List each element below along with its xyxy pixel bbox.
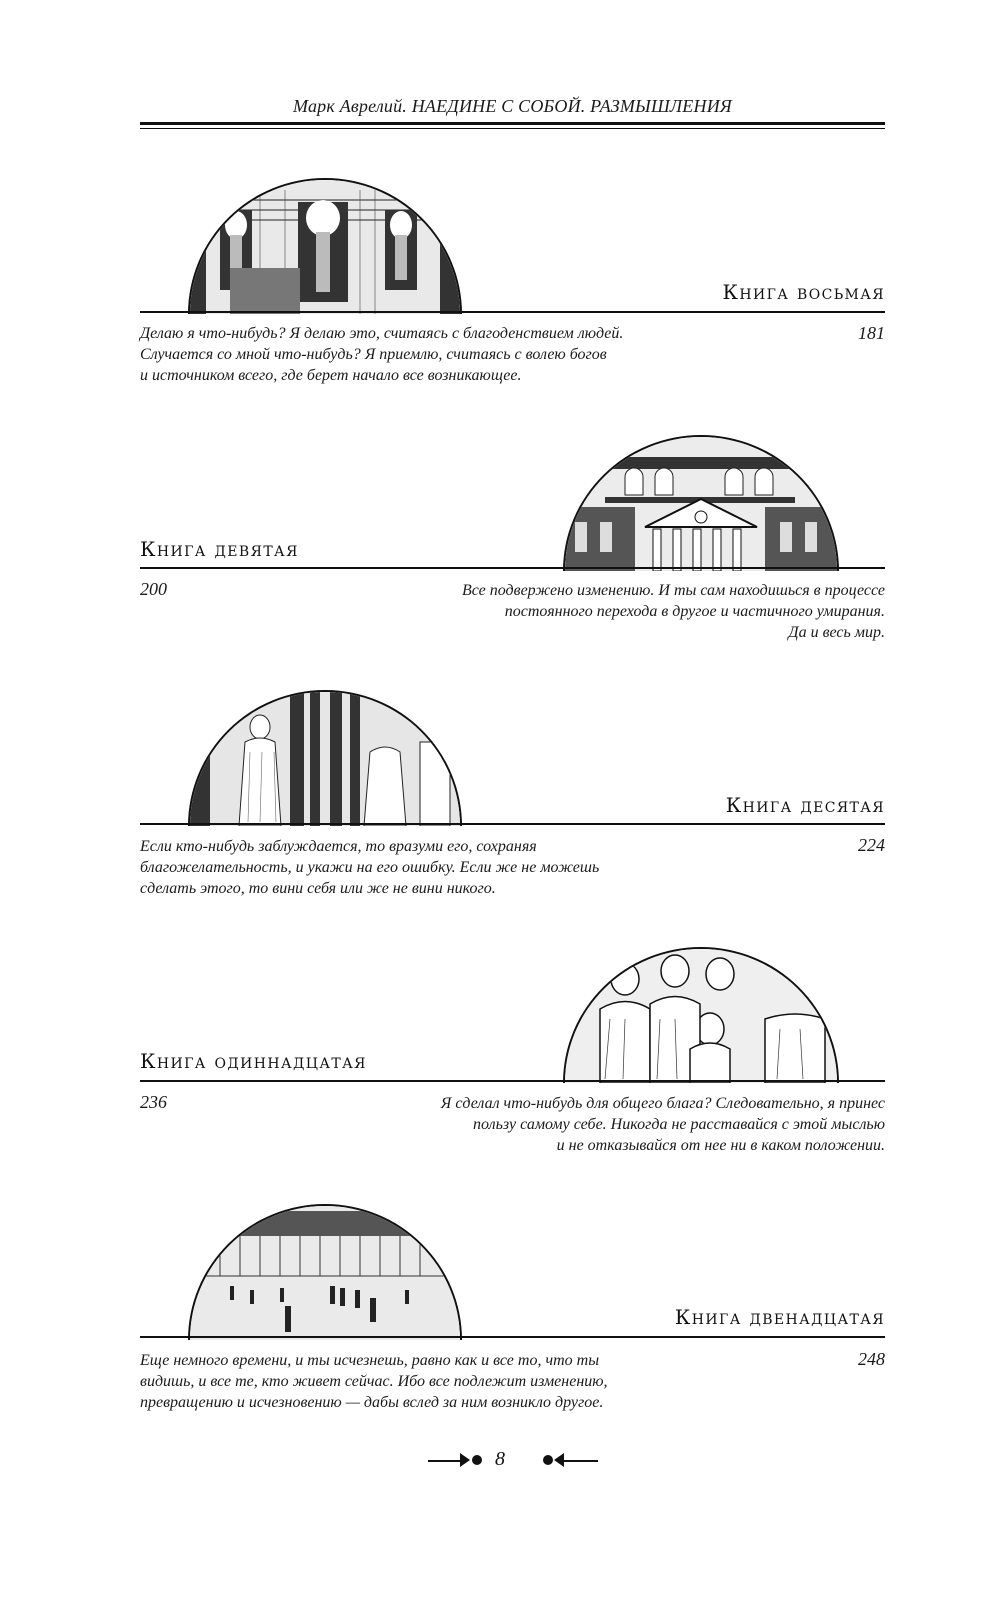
- page-number: 181: [858, 323, 885, 343]
- section-rule: [140, 823, 885, 825]
- page-number: 248: [858, 1349, 885, 1369]
- quote: [365, 580, 885, 643]
- quote-line: Все подвержено изменению. И ты сам находишься в процессе: [461, 582, 885, 599]
- header-rule-thin: [140, 128, 885, 129]
- quote-line: Еще немного времени, и ты исчезнешь, равно как и все то, что ты: [140, 1352, 600, 1369]
- folio-dot-right: [543, 1455, 553, 1465]
- quote-line: Да и весь мир.: [788, 624, 885, 641]
- quote-line: видишь, и все те, кто живет сейчас. Ибо все подлежит изменению,: [140, 1373, 608, 1390]
- quote: [140, 1350, 660, 1413]
- section-rule: [140, 1336, 885, 1338]
- running-head: Марк Аврелий. НАЕДИНЕ С СОБОЙ. РАЗМЫШЛЕНИЯ: [293, 96, 732, 116]
- section-rule: [140, 1080, 885, 1082]
- engraving-forum-image: [188, 1204, 462, 1340]
- page-number: 236: [140, 1092, 167, 1112]
- engraving-statues-image: [188, 690, 462, 826]
- quote-line: и источником всего, где берет начало все возникающее.: [140, 367, 522, 384]
- book-title: Книга восьмая: [722, 280, 885, 304]
- engraving-palace-image: [188, 178, 462, 314]
- quote-line: и не отказывайся от нее ни в каком положении.: [556, 1137, 885, 1154]
- book-title: Книга двенадцатая: [674, 1305, 885, 1329]
- quote-line: сделать этого, то вини себя или же не вини никого.: [140, 880, 496, 897]
- book-title: Книга десятая: [725, 793, 885, 817]
- page-folio: 8: [495, 1448, 505, 1470]
- engraving-relief-image: [563, 947, 839, 1083]
- quote: [140, 836, 660, 899]
- quote-line: благожелательность, и укажи на его ошибку. Если же не можешь: [140, 859, 600, 876]
- quote-line: пользу самому себе. Никогда не расставайся с этой мыслью: [473, 1116, 885, 1133]
- quote-line: постоянного перехода в другое и частичного умирания.: [504, 603, 885, 620]
- quote: [140, 323, 660, 386]
- quote-line: Случается со мной что-нибудь? Я приемлю, считаясь с волею богов: [140, 346, 607, 363]
- page-number: 224: [858, 835, 885, 855]
- book-title: Книга девятая: [140, 537, 299, 561]
- section-rule: [140, 567, 885, 569]
- quote-line: Я сделал что-нибудь для общего блага? Следовательно, я принес: [440, 1095, 885, 1112]
- section-rule: [140, 311, 885, 313]
- quote-line: Если кто-нибудь заблуждается, то вразуми его, сохраняя: [140, 838, 537, 855]
- folio-ornament-right: [560, 1460, 598, 1462]
- quote-line: Делаю я что-нибудь? Я делаю это, считаясь с благоденствием людей.: [140, 325, 624, 342]
- quote-line: превращению и исчезновению — дабы вслед за ним возникло другое.: [140, 1394, 604, 1411]
- engraving-building-image: [563, 435, 839, 571]
- quote: [365, 1093, 885, 1156]
- page-number: 200: [140, 579, 167, 599]
- book-title: Книга одиннадцатая: [140, 1049, 367, 1073]
- header-rule-thick: [140, 122, 885, 125]
